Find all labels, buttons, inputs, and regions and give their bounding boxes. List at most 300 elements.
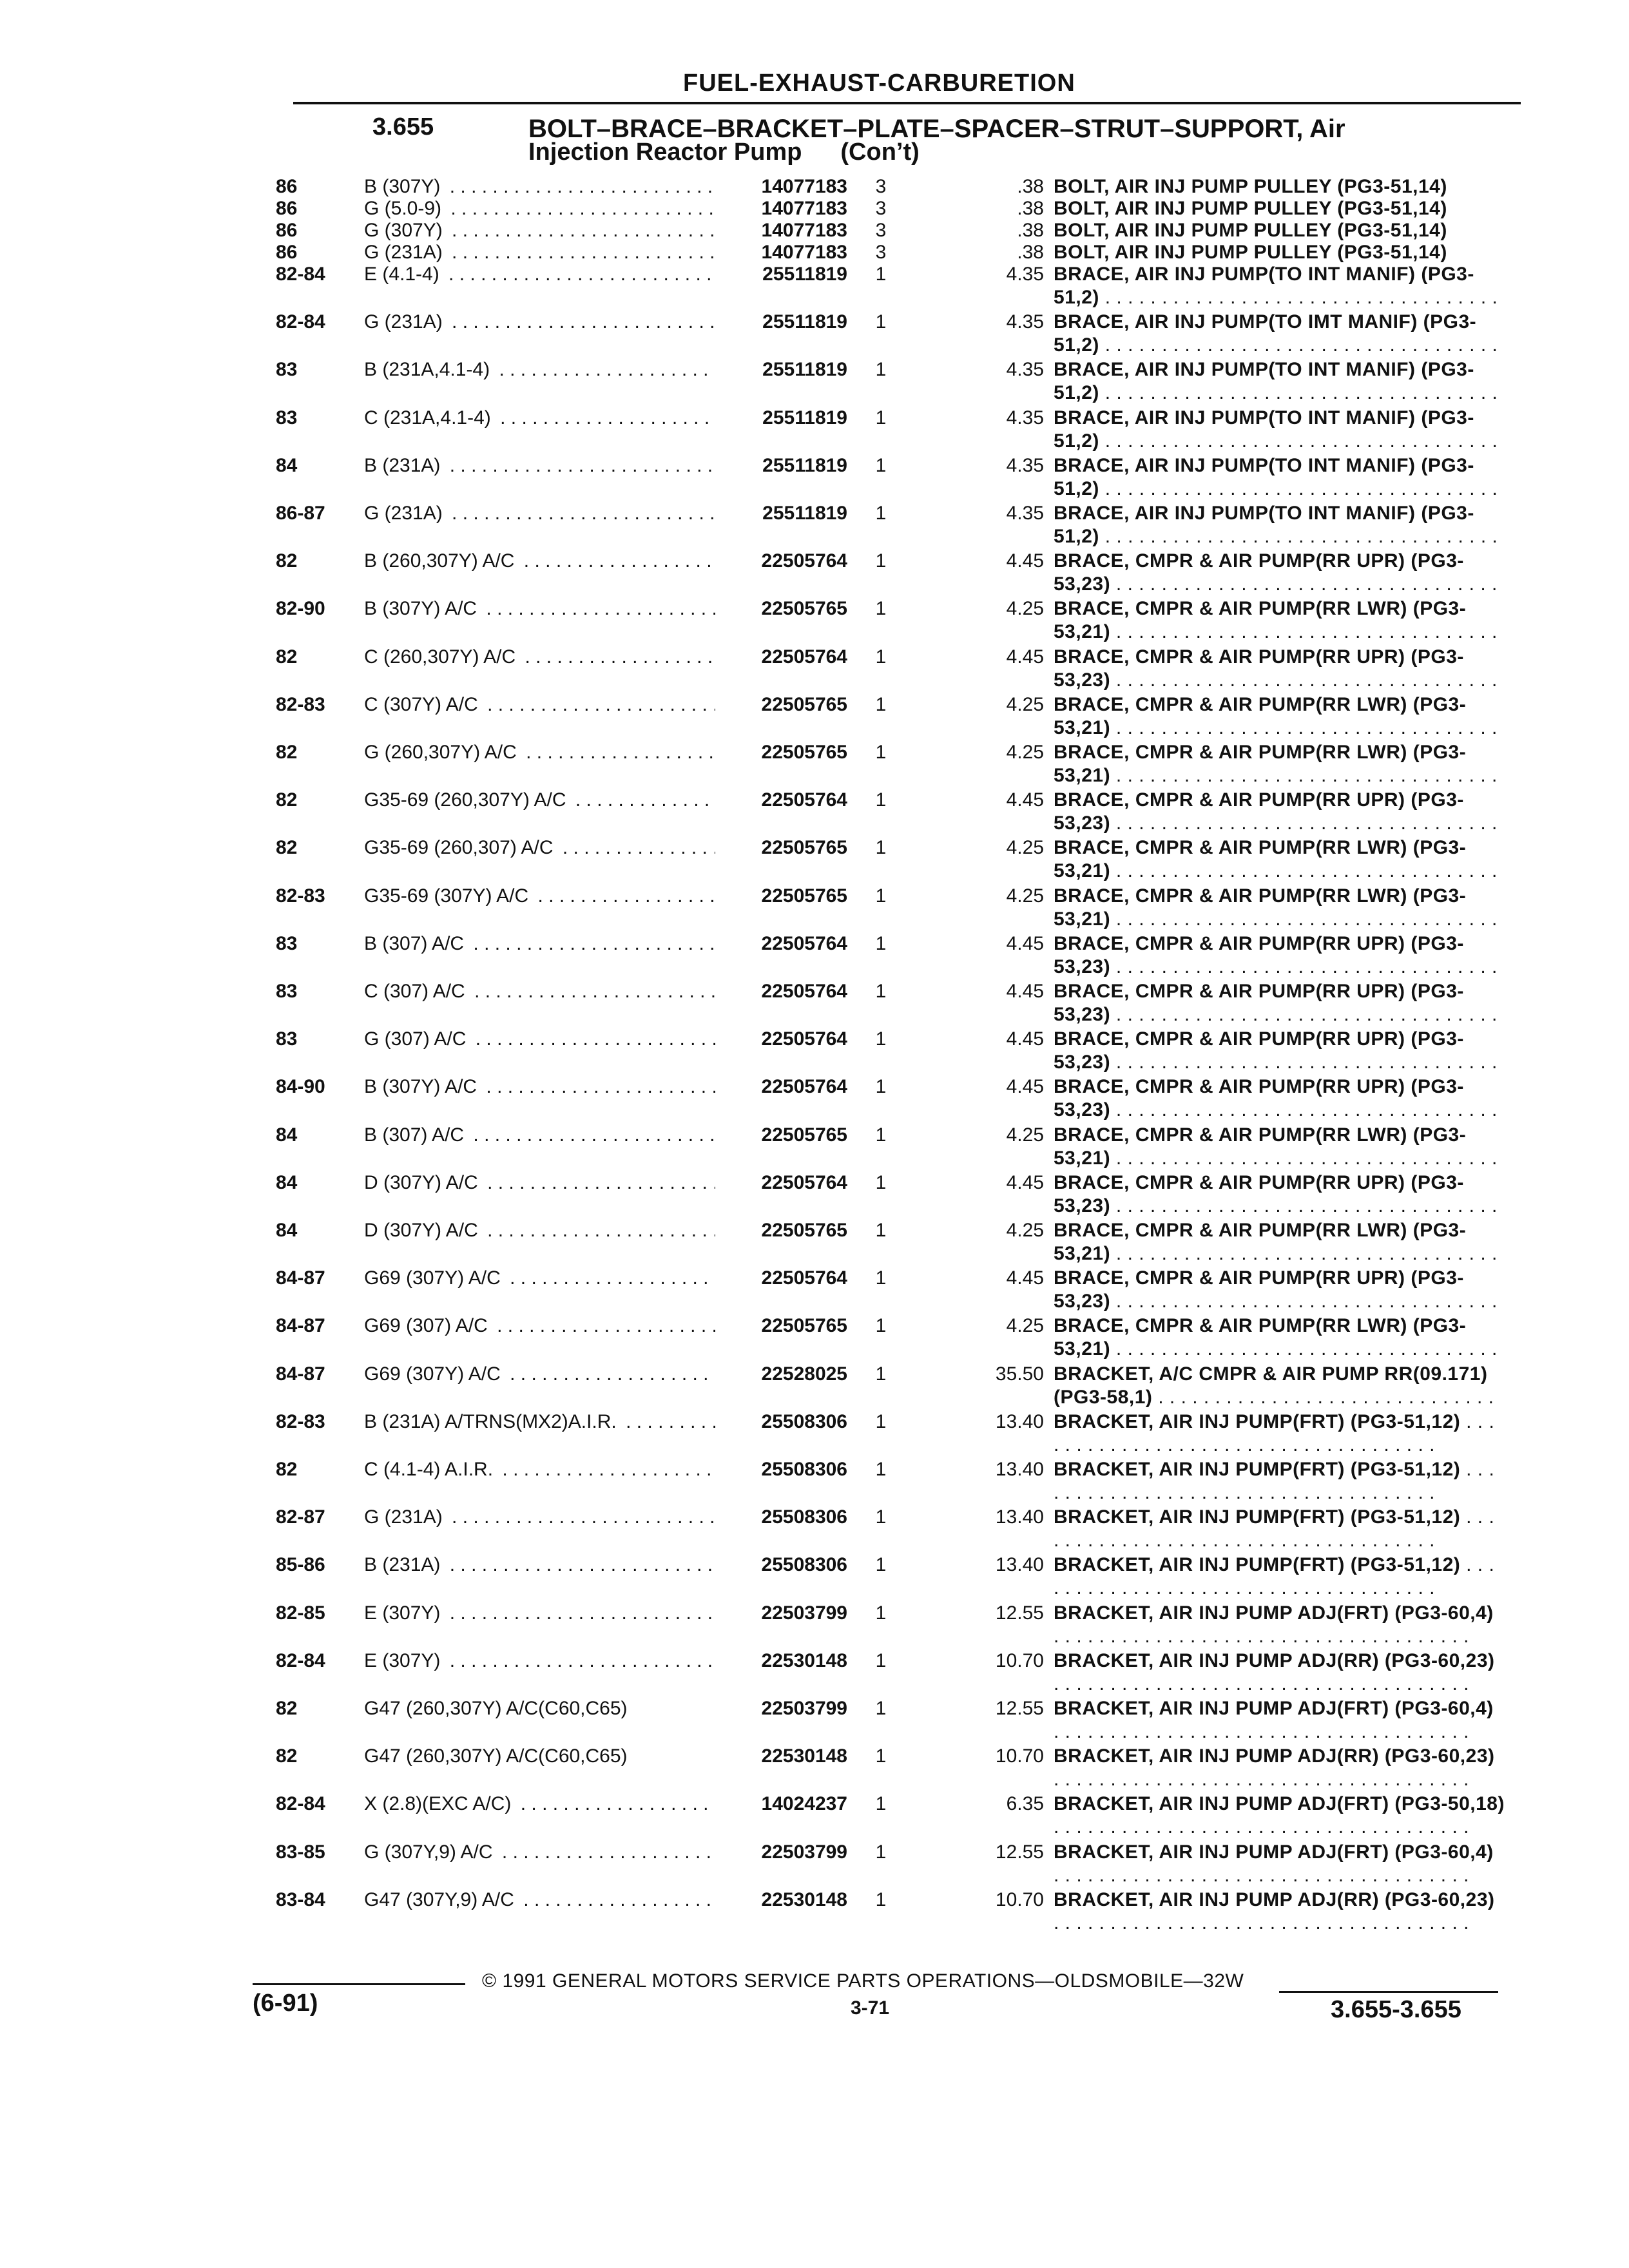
row-description: BRACKET, AIR INJ PUMP(FRT) (PG3-51,12) . . . — [1054, 1506, 1505, 1552]
row-price: .38 — [1017, 220, 1044, 241]
row-part-number: 22505765 — [761, 1315, 847, 1337]
row-years: 82-84 — [276, 1793, 325, 1815]
table-row — [0, 1124, 1629, 1171]
row-description: BRACKET, AIR INJ PUMP ADJ(FRT) (PG3-60,4) . . . — [1054, 1602, 1505, 1648]
row-price: 13.40 — [995, 1554, 1044, 1576]
row-years: 82 — [276, 837, 298, 859]
row-quantity: 1 — [875, 359, 887, 381]
row-part-number: 14077183 — [761, 198, 847, 219]
table-row — [0, 836, 1629, 884]
row-model-text: G (307) A/C — [364, 1028, 470, 1050]
row-description-cell — [1054, 1363, 1505, 1410]
row-part-number: 22505764 — [761, 646, 847, 668]
row-model — [364, 1410, 715, 1434]
row-price: 4.25 — [1006, 1124, 1044, 1146]
row-years: 82-84 — [276, 264, 325, 285]
row-part-number: 22503799 — [761, 1841, 847, 1863]
row-model — [364, 263, 715, 286]
row-description-cell — [1054, 597, 1505, 645]
table-row — [0, 1553, 1629, 1601]
row-part-number: 14077183 — [761, 220, 847, 241]
row-price: 4.35 — [1006, 359, 1044, 381]
row-years: 82-83 — [276, 1410, 325, 1432]
row-model — [364, 1267, 715, 1290]
row-quantity: 1 — [875, 1459, 887, 1480]
row-model — [364, 1363, 715, 1386]
row-description-cell — [1054, 1171, 1505, 1219]
row-quantity: 3 — [875, 176, 887, 197]
row-years: 82 — [276, 1698, 298, 1719]
row-part-number: 25511819 — [762, 454, 847, 476]
row-model — [364, 789, 715, 812]
table-row — [0, 1314, 1629, 1362]
row-model-text: C (260,307Y) A/C — [364, 646, 519, 668]
row-years: 82 — [276, 1745, 298, 1767]
row-part-number: 22505765 — [761, 598, 847, 620]
row-description-cell — [1054, 646, 1505, 693]
row-model — [364, 1458, 715, 1481]
row-model-text: E (307Y) — [364, 1650, 444, 1671]
row-part-number: 22505765 — [761, 742, 847, 763]
row-model-text: G35-69 (307Y) A/C — [364, 885, 532, 907]
row-description: BOLT, AIR INJ PUMP PULLEY (PG3-51,14) — [1054, 220, 1447, 241]
row-quantity: 1 — [875, 646, 887, 668]
row-part-number: 25508306 — [761, 1506, 847, 1528]
row-model — [364, 1028, 715, 1051]
row-quantity: 1 — [875, 742, 887, 763]
row-price: 4.45 — [1006, 1171, 1044, 1193]
row-years: 85-86 — [276, 1554, 325, 1576]
row-model — [364, 1124, 715, 1147]
row-description: BRACE, AIR INJ PUMP(TO INT MANIF) (PG3-51,2) . . . — [1054, 407, 1505, 454]
row-price: 13.40 — [995, 1410, 1044, 1432]
row-quantity: 1 — [875, 1410, 887, 1432]
table-row — [0, 1267, 1629, 1314]
table-row — [0, 1075, 1629, 1123]
row-description: BRACE, CMPR & AIR PUMP(RR UPR) (PG3-53,23) . . . — [1054, 789, 1505, 836]
row-quantity: 1 — [875, 1649, 887, 1671]
row-price: 10.70 — [995, 1888, 1044, 1910]
row-description-cell — [1054, 1075, 1505, 1123]
row-description-cell — [1054, 454, 1505, 502]
row-description: BRACKET, AIR INJ PUMP(FRT) (PG3-51,12) . . . — [1054, 1410, 1505, 1457]
row-price: 4.35 — [1006, 407, 1044, 428]
row-years: 83 — [276, 407, 298, 428]
row-quantity: 1 — [875, 1267, 887, 1289]
row-description: BRACKET, AIR INJ PUMP ADJ(FRT) (PG3-60,4) . . . — [1054, 1697, 1505, 1744]
row-model-text: E (307Y) — [364, 1602, 444, 1624]
row-model — [364, 407, 715, 430]
table-row — [0, 1792, 1629, 1840]
row-model — [364, 1841, 715, 1864]
section-title-line1: BOLT–BRACE–BRACKET–PLATE–SPACER–STRUT–SUPPORT, Air — [528, 115, 1345, 143]
table-row — [0, 1745, 1629, 1792]
footer-divider-right — [1279, 1991, 1498, 1993]
row-quantity: 1 — [875, 1745, 887, 1767]
row-description: BRACE, CMPR & AIR PUMP(RR LWR) (PG3-53,21) . . . — [1054, 1219, 1505, 1267]
row-description: BRACE, CMPR & AIR PUMP(RR LWR) (PG3-53,21) . . . — [1054, 597, 1505, 645]
row-years: 83 — [276, 359, 298, 381]
row-price: 12.55 — [995, 1698, 1044, 1719]
row-description: BRACE, CMPR & AIR PUMP(RR UPR) (PG3-53,23) . . . — [1054, 1267, 1505, 1314]
row-quantity: 1 — [875, 981, 887, 1002]
row-quantity: 1 — [875, 1888, 887, 1910]
table-row — [0, 597, 1629, 645]
row-model — [364, 175, 715, 198]
row-quantity: 1 — [875, 550, 887, 572]
row-model — [364, 597, 715, 620]
row-years: 82 — [276, 789, 298, 811]
row-model-text: G (307Y) — [364, 220, 447, 241]
table-row — [0, 980, 1629, 1028]
row-years: 82-90 — [276, 598, 325, 620]
row-model-text: D (307Y) A/C — [364, 1220, 482, 1241]
table-row — [0, 693, 1629, 741]
row-years: 83 — [276, 1028, 298, 1050]
row-description-cell — [1054, 980, 1505, 1028]
row-price: 4.25 — [1006, 598, 1044, 620]
table-row — [0, 1602, 1629, 1649]
row-price: 13.40 — [995, 1506, 1044, 1528]
row-part-number: 25511819 — [762, 359, 847, 381]
row-description: BRACKET, AIR INJ PUMP ADJ(RR) (PG3-60,23) . . . — [1054, 1888, 1505, 1935]
row-model-text: C (307) A/C — [364, 981, 469, 1002]
row-quantity: 1 — [875, 837, 887, 859]
row-part-number: 25511819 — [762, 407, 847, 428]
row-description: BRACE, CMPR & AIR PUMP(RR LWR) (PG3-53,21) . . . — [1054, 1124, 1505, 1171]
row-model — [364, 1553, 715, 1577]
row-model — [364, 741, 715, 764]
row-description-cell — [1054, 219, 1505, 242]
row-model — [364, 502, 715, 525]
row-description-cell — [1054, 1745, 1505, 1792]
row-description: BOLT, AIR INJ PUMP PULLEY (PG3-51,14) — [1054, 176, 1447, 197]
row-description-cell — [1054, 1792, 1505, 1840]
row-years: 82-87 — [276, 1506, 325, 1528]
row-part-number: 22505765 — [761, 837, 847, 859]
row-model — [364, 1171, 715, 1195]
row-model-text: G69 (307Y) A/C — [364, 1267, 505, 1289]
row-description-cell — [1054, 175, 1505, 198]
row-description: BRACE, CMPR & AIR PUMP(RR LWR) (PG3-53,21) . . . — [1054, 836, 1505, 884]
row-part-number: 22528025 — [761, 1363, 847, 1385]
row-part-number: 22505765 — [761, 885, 847, 907]
table-row — [0, 1888, 1629, 1936]
row-price: 4.25 — [1006, 693, 1044, 715]
row-description: BRACE, CMPR & AIR PUMP(RR LWR) (PG3-53,21) . . . — [1054, 1314, 1505, 1362]
row-model-text: G (231A) — [364, 242, 447, 263]
row-model — [364, 1697, 715, 1720]
table-row — [0, 932, 1629, 980]
row-years: 82-84 — [276, 311, 325, 333]
row-years: 82-83 — [276, 885, 325, 907]
row-price: 4.45 — [1006, 981, 1044, 1002]
table-row — [0, 789, 1629, 836]
row-quantity: 1 — [875, 311, 887, 333]
row-quantity: 1 — [875, 1554, 887, 1576]
row-years: 84 — [276, 454, 298, 476]
row-price: 4.45 — [1006, 1267, 1044, 1289]
row-model — [364, 1792, 715, 1816]
row-quantity: 3 — [875, 242, 887, 263]
row-description: BRACE, CMPR & AIR PUMP(RR UPR) (PG3-53,23) . . . — [1054, 646, 1505, 693]
row-quantity: 1 — [875, 1315, 887, 1337]
row-years: 84 — [276, 1220, 298, 1241]
row-years: 84-87 — [276, 1267, 325, 1289]
table-row — [0, 502, 1629, 550]
row-model-text: G69 (307) A/C — [364, 1315, 492, 1336]
row-description: BRACE, CMPR & AIR PUMP(RR UPR) (PG3-53,23) . . . — [1054, 1171, 1505, 1219]
row-years: 83-84 — [276, 1888, 325, 1910]
row-price: 4.25 — [1006, 1315, 1044, 1337]
row-model-text: G (307Y,9) A/C — [364, 1841, 497, 1863]
row-price: 4.35 — [1006, 454, 1044, 476]
row-description-cell — [1054, 836, 1505, 884]
row-description-cell — [1054, 1267, 1505, 1314]
row-description-cell — [1054, 1506, 1505, 1553]
table-row — [0, 407, 1629, 454]
row-model — [364, 311, 715, 334]
row-part-number: 25511819 — [762, 311, 847, 333]
table-row — [0, 358, 1629, 406]
row-quantity: 1 — [875, 264, 887, 285]
row-price: 4.35 — [1006, 311, 1044, 333]
row-years: 86-87 — [276, 503, 325, 524]
row-price: 10.70 — [995, 1649, 1044, 1671]
row-description-cell — [1054, 1888, 1505, 1936]
row-model-text: B (231A) — [364, 455, 444, 476]
row-description-cell — [1054, 1410, 1505, 1458]
row-quantity: 1 — [875, 1363, 887, 1385]
row-model — [364, 1506, 715, 1529]
section-title-continued: (Con’t) — [840, 139, 920, 166]
row-price: .38 — [1017, 176, 1044, 197]
row-model — [364, 550, 715, 573]
table-row — [0, 741, 1629, 789]
row-part-number: 14077183 — [761, 242, 847, 263]
row-description: BRACKET, AIR INJ PUMP ADJ(FRT) (PG3-60,4) . . . — [1054, 1841, 1505, 1887]
row-description-cell — [1054, 1697, 1505, 1745]
row-part-number: 14077183 — [761, 176, 847, 197]
row-years: 83 — [276, 932, 298, 954]
row-description-cell — [1054, 932, 1505, 980]
row-model — [364, 454, 715, 477]
row-price: 4.35 — [1006, 264, 1044, 285]
table-row — [0, 1649, 1629, 1697]
row-part-number: 22530148 — [761, 1649, 847, 1671]
section-title-subject: Injection Reactor Pump — [528, 139, 802, 166]
row-quantity: 1 — [875, 454, 887, 476]
row-quantity: 1 — [875, 1220, 887, 1241]
row-price: 4.25 — [1006, 742, 1044, 763]
row-model — [364, 1314, 715, 1338]
row-model-text: B (307Y) A/C — [364, 1076, 481, 1097]
row-description: BRACE, CMPR & AIR PUMP(RR UPR) (PG3-53,23) . . . — [1054, 980, 1505, 1028]
row-model-text: B (231A,4.1-4) — [364, 359, 494, 380]
row-price: 12.55 — [995, 1602, 1044, 1624]
row-model-text: B (231A) A/TRNS(MX2)A.I.R. — [364, 1411, 621, 1432]
table-row — [0, 1363, 1629, 1410]
row-description: BOLT, AIR INJ PUMP PULLEY (PG3-51,14) — [1054, 198, 1447, 219]
row-quantity: 1 — [875, 1841, 887, 1863]
row-description-cell — [1054, 1553, 1505, 1601]
row-part-number: 22505765 — [761, 1220, 847, 1241]
row-price: 4.35 — [1006, 503, 1044, 524]
section-number: 3.655 — [372, 113, 434, 140]
row-model-text: B (307) A/C — [364, 1124, 468, 1146]
row-model — [364, 1602, 715, 1625]
table-row — [0, 1697, 1629, 1745]
row-part-number: 22505764 — [761, 1171, 847, 1193]
row-model — [364, 1888, 715, 1912]
row-model-text: G (231A) — [364, 311, 447, 332]
footer-page-number: 3-71 — [851, 1997, 890, 2019]
row-part-number: 22505764 — [761, 550, 847, 572]
row-quantity: 1 — [875, 789, 887, 811]
row-description-cell — [1054, 1314, 1505, 1362]
row-quantity: 3 — [875, 198, 887, 219]
row-part-number: 22530148 — [761, 1745, 847, 1767]
row-model-text: B (307Y) — [364, 176, 444, 197]
table-row — [0, 1219, 1629, 1267]
row-years: 84-90 — [276, 1076, 325, 1098]
row-years: 86 — [276, 220, 298, 241]
row-description: BRACE, CMPR & AIR PUMP(RR UPR) (PG3-53,23) . . . — [1054, 1028, 1505, 1075]
row-price: 4.25 — [1006, 837, 1044, 859]
row-part-number: 22505764 — [761, 1267, 847, 1289]
row-part-number: 25508306 — [761, 1410, 847, 1432]
row-price: 4.45 — [1006, 1076, 1044, 1098]
row-model-text: G69 (307Y) A/C — [364, 1363, 505, 1385]
footer-divider-left — [253, 1983, 465, 1985]
row-description-cell — [1054, 1028, 1505, 1075]
row-model-text: G35-69 (260,307) A/C — [364, 837, 557, 858]
row-quantity: 1 — [875, 1076, 887, 1098]
row-description: BRACE, CMPR & AIR PUMP(RR LWR) (PG3-53,21) . . . — [1054, 741, 1505, 789]
row-quantity: 1 — [875, 598, 887, 620]
row-model-text: C (231A,4.1-4) — [364, 407, 495, 428]
row-quantity: 1 — [875, 503, 887, 524]
row-description: BRACE, CMPR & AIR PUMP(RR LWR) (PG3-53,21) . . . — [1054, 693, 1505, 741]
table-row — [0, 1171, 1629, 1219]
row-model-text: G (231A) — [364, 1506, 447, 1528]
row-model — [364, 219, 715, 242]
row-years: 82-84 — [276, 1649, 325, 1671]
row-part-number: 25511819 — [762, 503, 847, 524]
row-description-cell — [1054, 1841, 1505, 1888]
row-description: BRACE, AIR INJ PUMP(TO IMT MANIF) (PG3-51,2) . . . — [1054, 311, 1505, 358]
row-price: 4.45 — [1006, 932, 1044, 954]
table-row — [0, 1028, 1629, 1075]
row-price: 35.50 — [995, 1363, 1044, 1385]
row-description: BRACE, CMPR & AIR PUMP(RR UPR) (PG3-53,23) . . . — [1054, 550, 1505, 597]
row-price: 12.55 — [995, 1841, 1044, 1863]
row-price: .38 — [1017, 242, 1044, 263]
row-quantity: 1 — [875, 407, 887, 428]
row-description-cell — [1054, 197, 1505, 220]
row-description: BRACE, AIR INJ PUMP(TO INT MANIF) (PG3-51,2) . . . — [1054, 502, 1505, 550]
row-description: BRACE, CMPR & AIR PUMP(RR UPR) (PG3-53,23) . . . — [1054, 932, 1505, 980]
row-model — [364, 1745, 715, 1768]
row-model — [364, 980, 715, 1003]
row-model-text: C (307Y) A/C — [364, 694, 482, 715]
row-years: 82 — [276, 742, 298, 763]
row-part-number: 22505764 — [761, 789, 847, 811]
row-description: BRACKET, AIR INJ PUMP ADJ(FRT) (PG3-50,18) . . . — [1054, 1792, 1505, 1839]
row-model-text: G47 (260,307Y) A/C(C60,C65) — [364, 1698, 631, 1719]
row-part-number: 22505765 — [761, 693, 847, 715]
table-row — [0, 263, 1629, 311]
row-price: 4.25 — [1006, 1220, 1044, 1241]
row-model — [364, 241, 715, 264]
row-description-cell — [1054, 741, 1505, 789]
row-description-cell — [1054, 263, 1505, 311]
row-description-cell — [1054, 311, 1505, 358]
row-description: BRACKET, AIR INJ PUMP ADJ(RR) (PG3-60,23) . . . — [1054, 1745, 1505, 1791]
row-part-number: 14024237 — [761, 1793, 847, 1815]
row-model — [364, 197, 715, 220]
row-years: 86 — [276, 176, 298, 197]
row-part-number: 25508306 — [761, 1554, 847, 1576]
footer-date-code: (6-91) — [253, 1990, 318, 2017]
row-description-cell — [1054, 1649, 1505, 1697]
row-years: 83 — [276, 981, 298, 1002]
row-quantity: 1 — [875, 1506, 887, 1528]
footer-section-range: 3.655-3.655 — [1331, 1996, 1461, 2023]
row-years: 82-85 — [276, 1602, 325, 1624]
row-price: 4.45 — [1006, 646, 1044, 668]
row-model-text: X (2.8)(EXC A/C) — [364, 1793, 515, 1814]
row-quantity: 1 — [875, 1793, 887, 1815]
row-years: 84-87 — [276, 1315, 325, 1337]
table-row — [0, 1506, 1629, 1553]
row-years: 84 — [276, 1171, 298, 1193]
row-model-text: G47 (307Y,9) A/C — [364, 1889, 518, 1910]
row-quantity: 3 — [875, 220, 887, 241]
row-model — [364, 1219, 715, 1242]
row-part-number: 22505764 — [761, 1076, 847, 1098]
row-model — [364, 1649, 715, 1673]
row-price: 4.45 — [1006, 550, 1044, 572]
row-part-number: 22530148 — [761, 1888, 847, 1910]
footer-copyright: © 1991 GENERAL MOTORS SERVICE PARTS OPERATIONS—OLDSMOBILE—32W — [482, 1970, 1244, 1992]
table-row — [0, 1841, 1629, 1888]
table-row — [0, 885, 1629, 932]
row-description-cell — [1054, 693, 1505, 741]
table-row — [0, 311, 1629, 358]
row-description-cell — [1054, 1458, 1505, 1506]
row-model — [364, 693, 715, 716]
row-model-text: B (307) A/C — [364, 933, 468, 954]
row-description: BRACKET, AIR INJ PUMP ADJ(RR) (PG3-60,23) . . . — [1054, 1649, 1505, 1696]
row-quantity: 1 — [875, 1124, 887, 1146]
row-description: BRACE, AIR INJ PUMP(TO INT MANIF) (PG3-51,2) . . . — [1054, 454, 1505, 502]
row-quantity: 1 — [875, 1028, 887, 1050]
row-model-text: E (4.1-4) — [364, 264, 443, 285]
row-quantity: 1 — [875, 693, 887, 715]
row-description-cell — [1054, 358, 1505, 406]
table-row — [0, 1410, 1629, 1458]
row-description: BOLT, AIR INJ PUMP PULLEY (PG3-51,14) — [1054, 242, 1447, 263]
row-quantity: 1 — [875, 1171, 887, 1193]
row-years: 86 — [276, 242, 298, 263]
row-model — [364, 836, 715, 860]
table-row — [0, 646, 1629, 693]
row-description: BRACE, AIR INJ PUMP(TO INT MANIF) (PG3-51,2) . . . — [1054, 263, 1505, 311]
row-years: 84 — [276, 1124, 298, 1146]
row-description-cell — [1054, 885, 1505, 932]
row-model-text: G (260,307Y) A/C — [364, 742, 521, 763]
